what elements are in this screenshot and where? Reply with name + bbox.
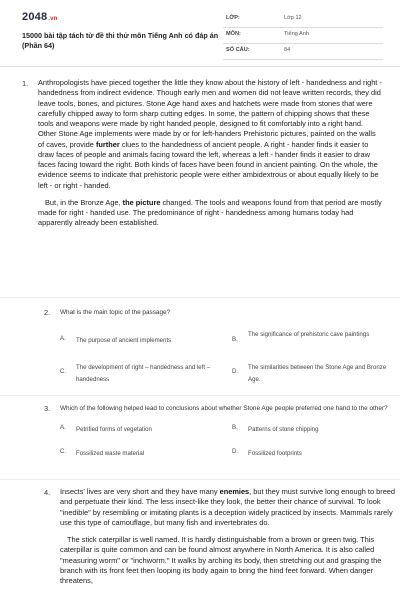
page-header: [0, 0, 400, 64]
passage-text: But, in the Bronze Age,: [45, 197, 123, 207]
logo-number: 2048: [22, 11, 48, 23]
passage-paragraph: [60, 487, 400, 528]
question-text: What is the main topic of the passage?: [60, 309, 171, 316]
option-letter: C.: [60, 368, 67, 375]
option-text: The significance of prehistoric cave paintings: [248, 331, 370, 338]
document-title: 15000 bài tập tách từ đề thi thử môn Tiếng Anh có đáp án (Phần 64): [22, 31, 219, 50]
highlighted-word: the picture: [122, 197, 161, 207]
option-text: The similarities between the Stone Age and Bronze Age.: [248, 364, 387, 383]
question-list: [0, 78, 400, 292]
site-logo[interactable]: [22, 11, 58, 23]
option-letter: A.: [60, 335, 66, 342]
meta-value: Lớp 12: [284, 15, 302, 21]
option-text: The development of right – handedness and left – handedness: [76, 364, 211, 383]
logo-suffix: .vn: [48, 16, 58, 22]
highlighted-word: further: [95, 139, 120, 149]
meta-value: Tiếng Anh: [284, 31, 309, 37]
option-text: Fossilized footprints: [248, 450, 302, 457]
question-3: [44, 402, 400, 477]
passage-paragraph: [38, 78, 382, 191]
option-letter: B.: [232, 336, 238, 343]
header-divider: [0, 66, 400, 67]
meta-label: MÔN:: [226, 31, 241, 37]
option-text: Petrified forms of vegetation: [76, 426, 152, 433]
option-letter: B.: [232, 424, 238, 431]
option-letter: A.: [60, 424, 66, 431]
meta-value: 84: [284, 47, 291, 53]
reading-passage: [38, 78, 382, 229]
question-2: [44, 306, 400, 391]
passage-text: Anthropologists have pieced together the little they know about the history of left - handedness and right - handedness from indirect evidence. Though early men and women did not leave written records, they did leave tools, bones, and pictures. Stone Age hand axes and hatchets were made from stones that were carefully chipped away to form sharp cutting edges. In some, the pattern of chipping shows that these tools and weapons were made by right handed people, designed to fit comfortably into a right hand. Other Stone Age implements were made by or for left-handers Prehistoric pictures, painted on the walls of caves, provide: [38, 78, 382, 149]
question-number: 3.: [44, 404, 51, 413]
passage-text: , but they must survive long enough to breed and perpetuate their kind. The less insect-like they look, the better their chance of survival. To look "inedible" by resembling or imitating plants is a deception widely practiced by insects. Mammals rarely use this type of camouflage, but many fish and invertebrates do.: [60, 487, 396, 527]
question-body: [60, 402, 400, 457]
question-4: [44, 487, 400, 600]
passage-text: changed. The tools and weapons found from that period are mostly made for right - handed use. The predominance of right - handedness among humans today had apparently already been established.: [38, 197, 382, 228]
question-text: Which of the following helped lead to conclusions about whether Stone Age people preferred one hand to the other?: [60, 405, 388, 412]
passage-paragraph: [38, 198, 382, 229]
question-number: 2.: [44, 308, 51, 317]
question-divider: [0, 297, 400, 298]
option-text: Fossilized waste material: [76, 450, 145, 457]
question-number: 4.: [44, 488, 51, 497]
question-number: 1.: [22, 79, 29, 88]
meta-label: SỐ CÂU:: [226, 47, 250, 53]
reading-passage: [60, 487, 400, 586]
option-letter: D.: [232, 448, 239, 455]
passage-text: clues to the handedness of ancient people. A right - hander finds it easier to draw faces of people and animals facing toward the left, whereas a left - hander finds it easier to draw faces facing toward the right. Both kinds of faces have been found in ancient painting. On the whole, the evidence seems to indicate that prehistoric people were either ambidextrous or about equally likely to be left - or right - handed.: [38, 139, 379, 190]
question-divider: [0, 479, 400, 480]
question-divider: [0, 395, 400, 396]
passage-paragraph: The stick caterpillar is well named. It is hardly distinguishable from a brown or green twig. This caterpillar is quite common and can be found almost anywhere in North America. It is also called "measuring worm" or "inchworm." It walks by arching its body, then stretching out and grasping the branch with its front feet then looping its body again to bring the hind feet forward. When danger threatens,: [60, 535, 382, 585]
passage-text: Insects' lives are very short and they have many: [60, 487, 220, 496]
option-text: The purpose of ancient implements: [76, 337, 172, 344]
option-text: Patterns of stone chipping: [248, 426, 319, 433]
document-meta-table: [223, 12, 383, 60]
option-letter: D.: [232, 368, 239, 375]
meta-row-subject: [223, 28, 383, 44]
question-body: [60, 306, 400, 383]
meta-label: LỚP:: [226, 15, 240, 21]
highlighted-word: enemies: [219, 487, 250, 496]
meta-row-count: [223, 44, 383, 60]
question-1: [22, 78, 382, 292]
meta-row-class: [223, 12, 383, 28]
option-letter: C.: [60, 448, 67, 455]
